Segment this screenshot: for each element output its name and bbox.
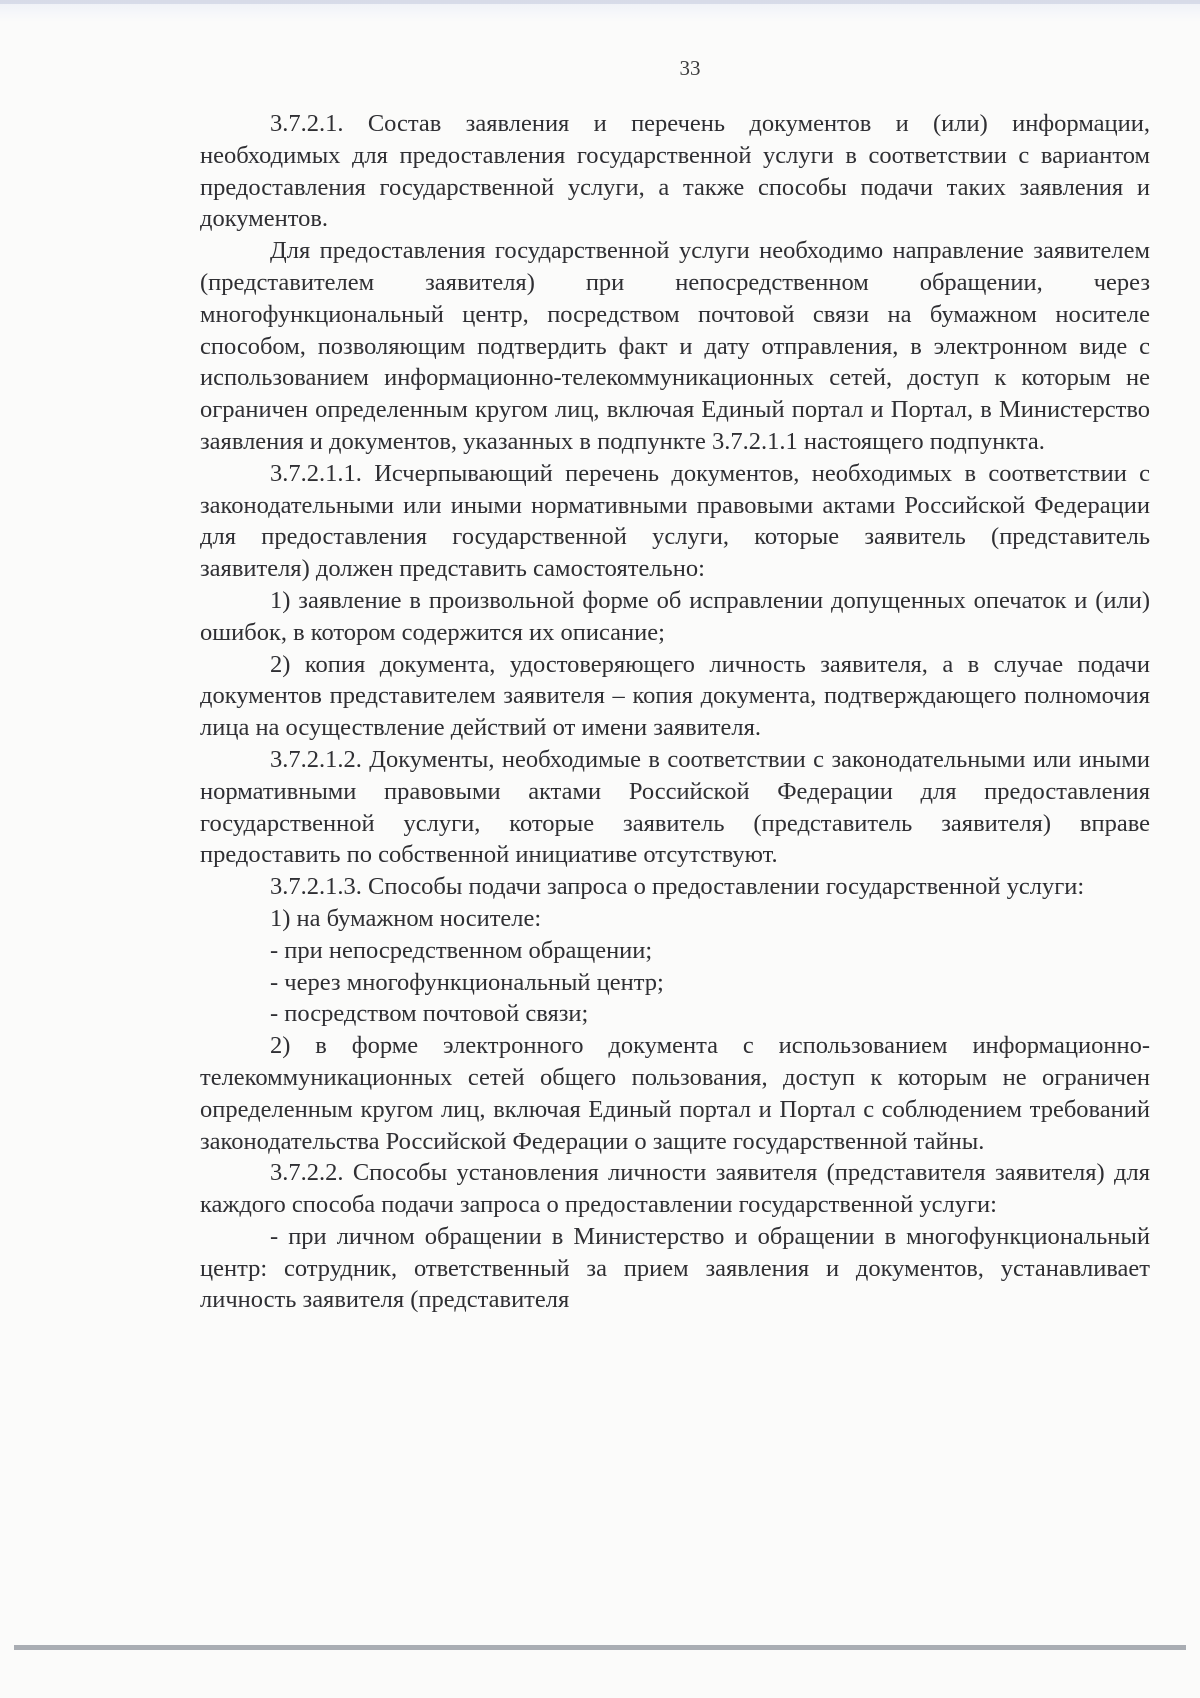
list-item-identity-copy: 2) копия документа, удостоверяющего личность заявителя, а в случае подачи документов представителем заявителя – копия документа, подтверждающего полномочия лица на осуществление действий от имени заявителя. — [200, 650, 1150, 742]
paragraph-submission-methods: Для предоставления государственной услуги необходимо направление заявителем (представителем заявителя) при непосредственном обращении, через многофункциональный центр, посредством почтовой связи на бумажном носителе способом, позволяющим подтвердить факт и дату отправления, в электронном виде с использованием информационно-телекоммуникационных сетей, доступ к которым не ограничен определенным кругом лиц, включая Единый портал и Портал, в Министерство заявления и документов, указанных в подпункте 3.7.2.1.1 настоящего подпункта. — [200, 237, 1150, 455]
paragraph-3-7-2-1: 3.7.2.1. Состав заявления и перечень документов и (или) информации, необходимых для предоставления государственной услуги в соответствии с вариантом предоставления государственной услуги, а также способы подачи таких заявления и документов. — [200, 110, 1150, 233]
list-item-postal: - посредством почтовой связи; — [270, 1000, 589, 1028]
list-item-mfc: - через многофункциональный центр; — [270, 968, 664, 996]
list-item-application: 1) заявление в произвольной форме об исправлении допущенных опечаток и (или) ошибок, в котором содержится их описание; — [200, 586, 1150, 646]
paragraph-3-7-2-1-1: 3.7.2.1.1. Исчерпывающий перечень документов, необходимых в соответствии с законодательными или иными нормативными правовыми актами Российской Федерации для предоставления государственной услуги, которые заявитель (представитель заявителя) должен представить самостоятельно: — [200, 459, 1150, 583]
document-body — [200, 108, 1150, 1316]
bottom-rule — [14, 1645, 1186, 1650]
paragraph-3-7-2-2: 3.7.2.2. Способы установления личности заявителя (представителя заявителя) для каждого способа подачи запроса о предоставлении государственной услуги: — [200, 1159, 1150, 1219]
list-item-paper: 1) на бумажном носителе: — [270, 904, 542, 932]
scan-top-edge — [0, 0, 1200, 22]
scan-top-line — [0, 0, 1200, 4]
paragraph-3-7-2-1-3: 3.7.2.1.3. Способы подачи запроса о предоставлении государственной услуги: — [270, 873, 1085, 901]
list-item-direct: - при непосредственном обращении; — [270, 936, 653, 964]
list-item-electronic: 2) в форме электронного документа с использованием информационно-телекоммуникационных сетей общего пользования, доступ к которым не ограничен определенным кругом лиц, включая Единый портал и Портал с соблюдением требований законодательства Российской Федерации о защите государственной тайны. — [200, 1032, 1150, 1155]
list-item-personal-visit: - при личном обращении в Министерство и обращении в многофункциональный центр: сотрудник, ответственный за прием заявления и документов, устанавливает личность заявителя (представителя — [200, 1222, 1150, 1314]
paragraph-3-7-2-1-2: 3.7.2.1.2. Документы, необходимые в соответствии с законодательными или иными нормативными правовыми актами Российской Федерации для предоставления государственной услуги, которые заявитель (представитель заявителя) вправе предоставить по собственной инициативе отсутствуют. — [200, 745, 1150, 869]
page-number: 33 — [679, 56, 701, 80]
